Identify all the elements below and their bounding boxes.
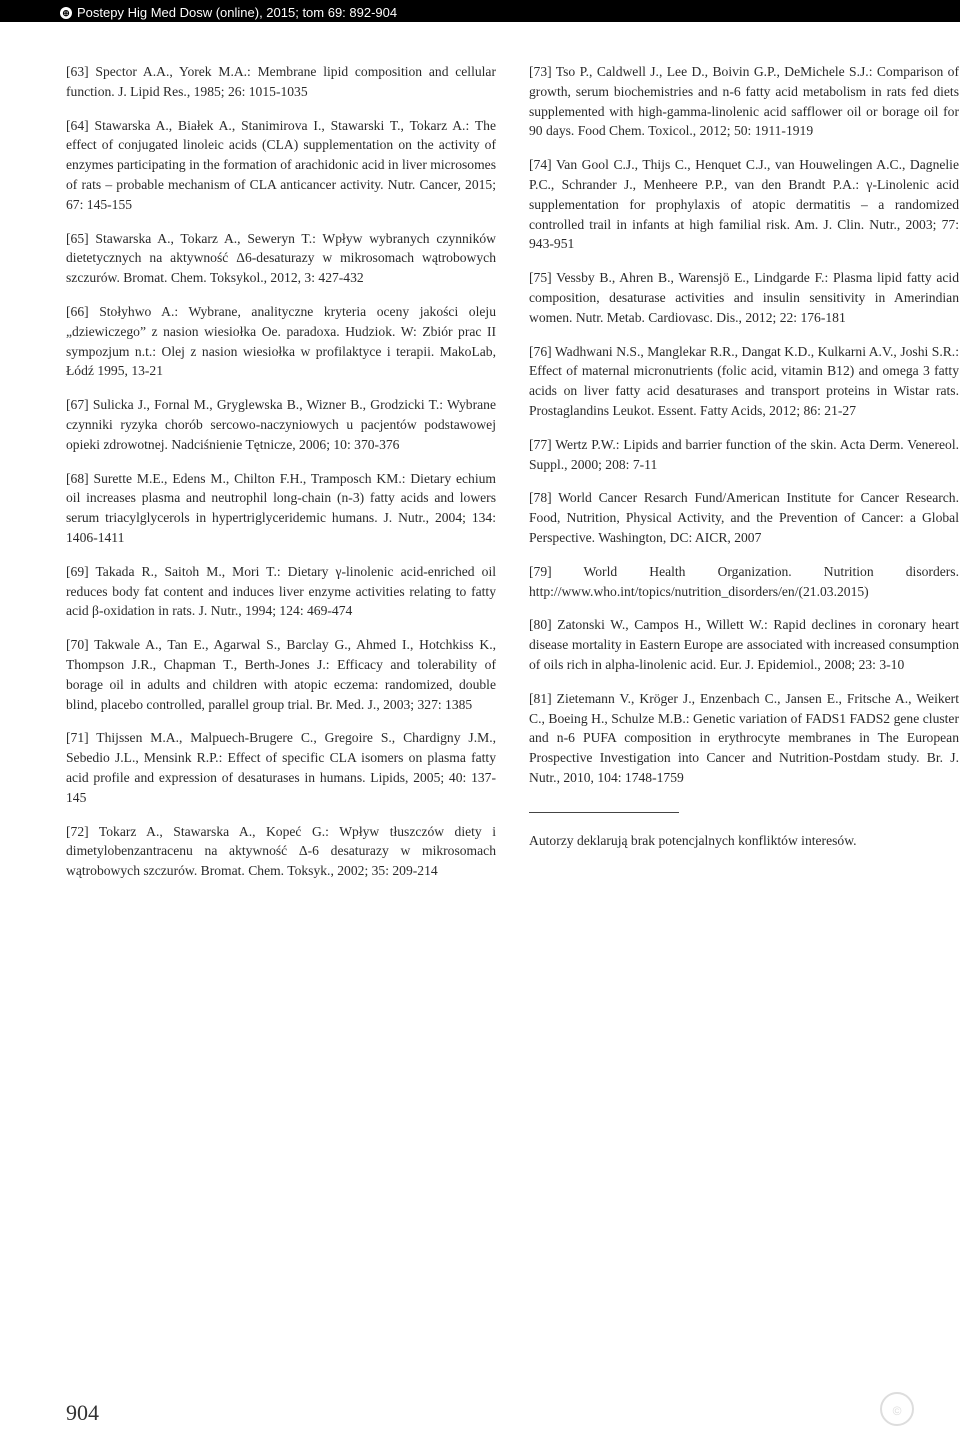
- footnote-divider: [529, 812, 679, 813]
- reference-69: [69] Takada R., Saitoh M., Mori T.: Dietary γ-linolenic acid-enriched oil reduces body fat content and induces liver enzyme activities relating to fatty acid β-oxidation in rats. J. Nutr., 1994; 124: 469-474: [66, 563, 496, 619]
- reference-72: [72] Tokarz A., Stawarska A., Kopeć G.: Wpływ tłuszczów diety i dimetylobenzantracenu na aktywność Δ-6 desaturazy w mikrosomach wątrobowych szczurów. Bromat. Chem. Toksyk., 2002; 35: 209-214: [66, 823, 496, 879]
- reference-74: [74] Van Gool C.J., Thijs C., Henquet C.J., van Houwelingen A.C., Dagnelie P.C., Schrander J., Menheere P.P., van den Brandt P.A.: γ-Linolenic acid supplementation for prophylaxis of atopic dermatitis – a randomized controlled trail in infants at high familial risk. Am. J. Clin. Nutr., 2003; 77: 943-951: [529, 157, 959, 252]
- reference-77: [77] Wertz P.W.: Lipids and barrier function of the skin. Acta Derm. Venereol. Suppl., 2000; 208: 7-11: [529, 436, 959, 472]
- reference-65: [65] Stawarska A., Tokarz A., Seweryn T.: Wpływ wybranych czynników dietetycznych na aktywność Δ6-desaturazy w mikrosomach wątrobowych szczurów. Bromat. Chem. Toksykol., 2012, 3: 427-432: [66, 230, 496, 286]
- references-left-column: [66, 62, 496, 895]
- running-header-text: Postepy Hig Med Dosw (online), 2015; tom 69: 892-904: [77, 5, 398, 20]
- reference-63: [63] Spector A.A., Yorek M.A.: Membrane lipid composition and cellular function. J. Lipid Res., 1985; 26: 1015-1035: [66, 64, 496, 99]
- watermark-logo-icon: ©: [880, 1392, 914, 1426]
- page-number: 904: [66, 1400, 99, 1425]
- reference-64: [64] Stawarska A., Białek A., Stanimirova I., Stawarski T., Tokarz A.: The effect of conjugated linoleic acids (CLA) supplementation on the activity of enzymes participating in the formation of arachidonic acid in liver microsomes of rats – probable mechanism of CLA anticancer activity. Nutr. Cancer, 2015; 67: 145-155: [66, 117, 496, 212]
- journal-logo-icon: ⊕: [60, 7, 72, 19]
- reference-79: [79] World Health Organization. Nutrition disorders. http://www.who.int/topics/nutrition_disorders/en/(21.03.2015): [529, 563, 959, 599]
- conflict-of-interest-note: Autorzy deklarują brak potencjalnych konfliktów interesów.: [529, 832, 857, 848]
- reference-76: [76] Wadhwani N.S., Manglekar R.R., Dangat K.D., Kulkarni A.V., Joshi S.R.: Effect of maternal micronutrients (folic acid, vitamin B12) and omega 3 fatty acids on liver fatty acid desaturases and transport proteins in Wistar rats. Prostaglandins Leukot. Essent. Fatty Acids, 2012; 86: 21-27: [529, 343, 959, 418]
- reference-67: [67] Sulicka J., Fornal M., Gryglewska B., Wizner B., Grodzicki T.: Wybrane czynniki ryzyka chorób sercowo-naczyniowych u pacjentów podstawowej opieki zdrowotnej. Nadciśnienie Tętnicze, 2006; 10: 370-376: [66, 397, 496, 452]
- running-header: [0, 0, 960, 22]
- reference-71: [71] Thijssen M.A., Malpuech-Brugere C., Gregoire S., Chardigny J.M., Sebedio J.L., Mensink R.P.: Effect of specific CLA isomers on plasma fatty acid profile and expression of desaturases in humans. Lipids, 2005; 40: 137-145: [66, 730, 496, 805]
- reference-80: [80] Zatonski W., Campos H., Willett W.: Rapid declines in coronary heart disease mortality in Eastern Europe are associated with increased consumption of oils rich in alpha-linolenic acid. Eur. J. Epidemiol., 2008; 23: 3-10: [529, 617, 959, 672]
- reference-81: [81] Zietemann V., Kröger J., Enzenbach C., Jansen E., Fritsche A., Weikert C., Boeing H., Schulze M.B.: Genetic variation of FADS1 FADS2 gene cluster and n-6 PUFA composition in erythrocyte membranes in The European Prospective Investigation into Cancer and Nutrition-Postdam study. Br. J. Nutr., 2010, 104: 1748-1759: [529, 690, 959, 785]
- reference-78: [78] World Cancer Resarch Fund/American Institute for Cancer Research. Food, Nutrition, Physical Activity, and the Prevention of Cancer: a Global Perspective. Washington, DC: AICR, 2007: [529, 490, 959, 545]
- reference-68: [68] Surette M.E., Edens M., Chilton F.H., Tramposch KM.: Dietary echium oil increases plasma and neutrophil long-chain (n-3) fatty acids and lowers serum triacylglycerols in hypertriglyceridemic humans. J. Nutr., 2004; 134: 1406-1411: [66, 470, 496, 545]
- reference-70: [70] Takwale A., Tan E., Agarwal S., Barclay G., Ahmed I., Hotchkiss K., Thompson J.R., Chapman T., Berth-Jones J.: Efficacy and tolerability of borage oil in adults and children with atopic eczema: randomized, double blind, placebo controlled, parallel group trial. Br. Med. J., 2003; 327: 1385: [66, 637, 496, 712]
- reference-66: [66] Stołyhwo A.: Wybrane, analityczne kryteria oceny jakości oleju „dziewiczego” z nasion wiesiołka Oe. paradoxa. Hudziok. W: Zbiór prac II sympozjum n.t.: Olej z nasion wiesiołka w profilaktyce i terapii. MakoLab, Łódź 1995, 13-21: [66, 303, 496, 379]
- reference-75: [75] Vessby B., Ahren B., Warensjö E., Lindgarde F.: Plasma lipid fatty acid composition, desaturase activities and insulin sensitivity in Amerindian women. Nutr. Metab. Cardiovasc. Dis., 2012; 22: 176-181: [529, 270, 959, 325]
- reference-73: [73] Tso P., Caldwell J., Lee D., Boivin G.P., DeMichele S.J.: Comparison of growth, serum biochemistries and n-6 fatty acid metabolism in rats fed diets supplemented with high-gamma-linolenic acid safflower oil or borage oil for 90 days. Food Chem. Toxicol., 2012; 50: 1911-1919: [529, 64, 959, 139]
- references-right-column: [529, 62, 959, 864]
